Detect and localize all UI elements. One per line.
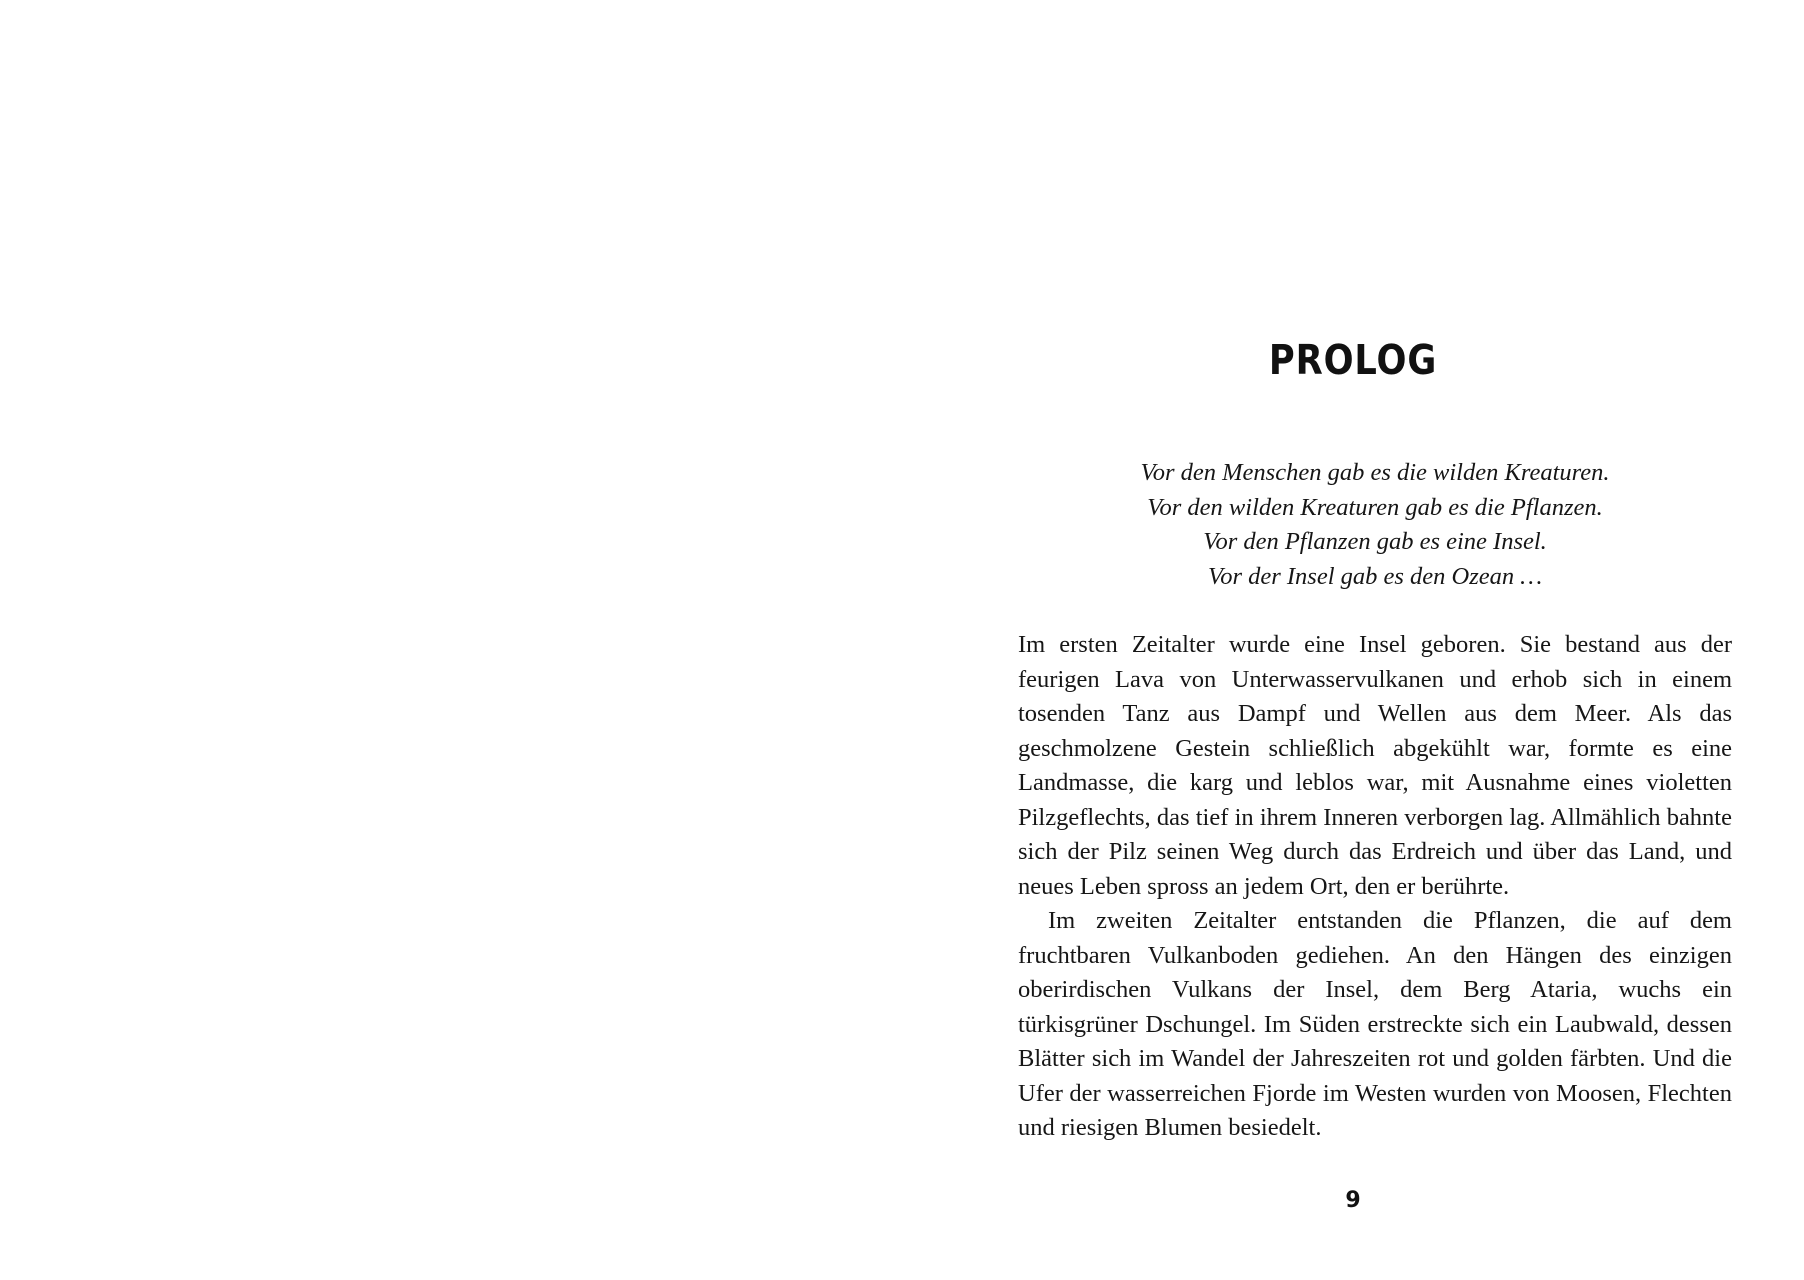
right-page	[902, 0, 1804, 1280]
page-number: 9	[1345, 1188, 1361, 1213]
epigraph	[1020, 456, 1730, 594]
epigraph-line: Vor den wilden Kreaturen gab es die Pflanzen.	[1147, 493, 1603, 521]
paragraph: Im zweiten Zeitalter entstanden die Pflanzen, die auf dem fruchtbaren Vulkanboden gediehen. An den Hängen des einzigen oberirdischen Vulkans der Insel, dem Berg Ataria, wuchs ein türkisgrüner Dschungel. Im Süden erstreckte sich ein Laubwald, dessen Blätter sich im Wandel der Jahreszeiten rot und golden färbten. Und die Ufer der wasserreichen Fjorde im Westen wurden von Moosen, Flechten und riesigen Blumen besiedelt.	[1018, 907, 1732, 1141]
epigraph-line: Vor den Pflanzen gab es eine Insel.	[1203, 528, 1547, 555]
epigraph-line: Vor der Insel gab es den Ozean …	[1207, 562, 1543, 590]
paragraph: Im ersten Zeitalter wurde eine Insel geboren. Sie bestand aus der feurigen Lava von Unterwasservulkanen und erhob sich in einem tosenden Tanz aus Dampf und Wellen aus dem Meer. Als das geschmolzene Gestein schließlich abgekühlt war, formte es eine Landmasse, die karg und leblos war, mit Ausnahme eines violetten Pilzgeflechts, das tief in ihrem Inneren verborgen lag. Allmählich bahnte sich der Pilz seinen Weg durch das Erdreich und über das Land, und neues Leben spross an jedem Ort, den er berührte.	[1018, 631, 1732, 900]
epigraph-line: Vor den Menschen gab es die wilden Kreaturen.	[1140, 459, 1610, 486]
chapter-title: PROLOG	[1268, 336, 1438, 384]
body-text	[1018, 628, 1732, 1146]
